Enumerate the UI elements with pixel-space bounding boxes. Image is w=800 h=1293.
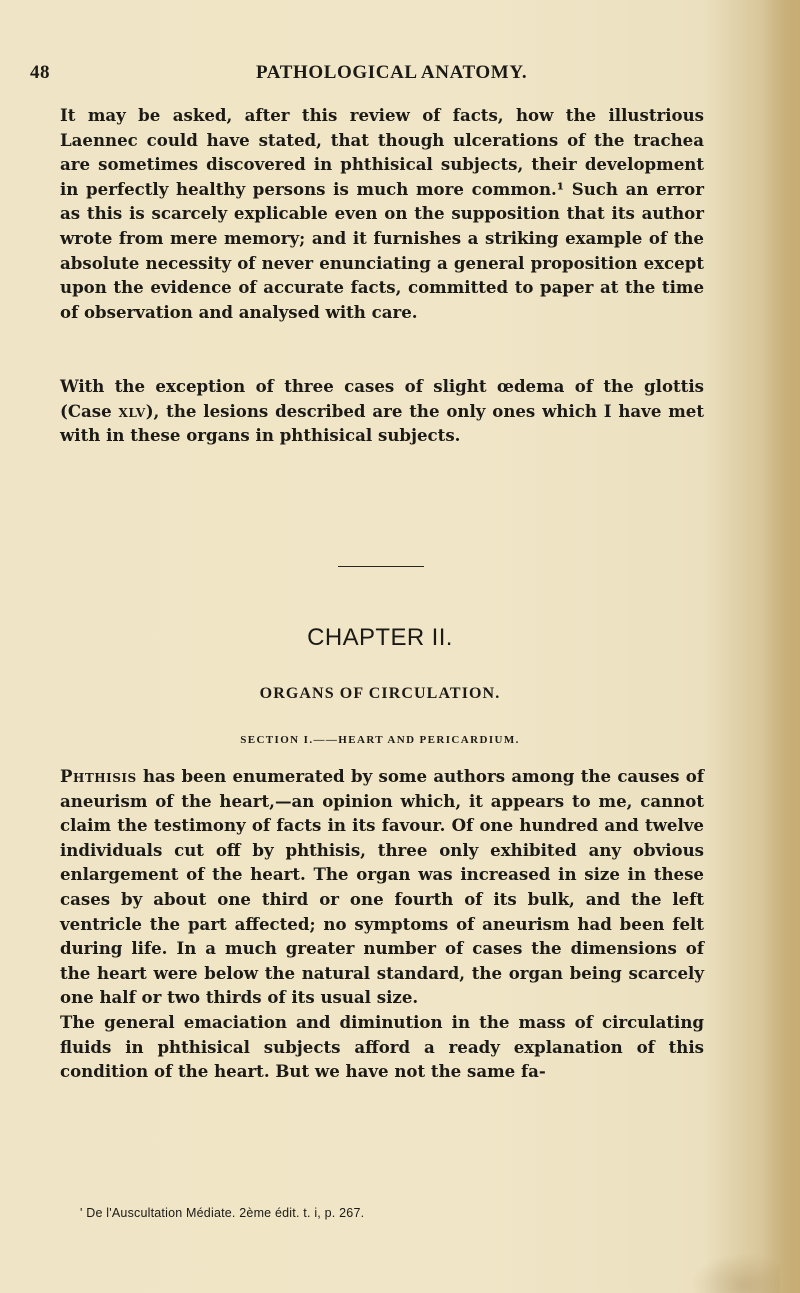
paragraph-2-text: With the exception of three cases of slight œdema of the glottis (Case bbox=[60, 376, 704, 421]
footnote: ' De l'Auscultation Médiate. 2ème édit. t. i, p. 267. bbox=[80, 1206, 365, 1220]
paragraph-3-body: has been enumerated by some authors among the causes of aneurism of the heart,—an opinion which, it appears to me, cannot claim the testimony of facts in its favour. Of one hundred and twelve individuals cut off by phthisis, three only exhibited any obvious enlargement of the heart. The organ was increased in size in these cases by about one third or one fourth of its bulk, and the left ventricle the part affected; no symptoms of aneurism had been felt during life. In a much greater number of cases the dimensions of the heart were below the natural standard, the organ being scarcely one half or two thirds of its usual size. bbox=[60, 766, 704, 1008]
paragraph-2-text-end: ), the lesions described are the only ones which I have met with in these organs in phthisical subjects. bbox=[60, 400, 704, 446]
section-heading: SECTION I.——HEART AND PERICARDIUM. bbox=[240, 734, 520, 746]
lead-word: Phthisis bbox=[60, 766, 137, 786]
paragraph-3-first bbox=[60, 764, 704, 1010]
paragraph-2 bbox=[60, 374, 704, 448]
paragraph-3-continuation: The general emaciation and diminution in the mass of circulating fluids in phthisical subjects afford a ready explanation of this condition of the heart. But we have not the same fa- bbox=[60, 1011, 704, 1082]
page-edge-shadow bbox=[762, 0, 800, 1293]
running-head: PATHOLOGICAL ANATOMY. bbox=[256, 62, 528, 83]
chapter-title: CHAPTER II. bbox=[307, 624, 453, 651]
paragraph-1: It may be asked, after this review of facts, how the illustrious Laennec could have stated, that though ulcerations of the trachea are sometimes discovered in phthisical subjects, their development in perfectly healthy persons is much more common.¹ Such an error as this is scarcely explicable even on the supposition that its author wrote from mere memory; and it furnishes a striking example of the absolute necessity of never enunciating a general proposition except upon the evidence of accurate facts, committed to paper at the time of observation and analysed with care. bbox=[60, 105, 704, 322]
section-divider bbox=[338, 566, 424, 567]
paragraph-3 bbox=[60, 764, 704, 1084]
paper-stain bbox=[690, 1253, 780, 1293]
chapter-subtitle: ORGANS OF CIRCULATION. bbox=[259, 685, 501, 702]
case-reference: xlv bbox=[118, 400, 146, 421]
page-number: 48 bbox=[30, 62, 50, 83]
